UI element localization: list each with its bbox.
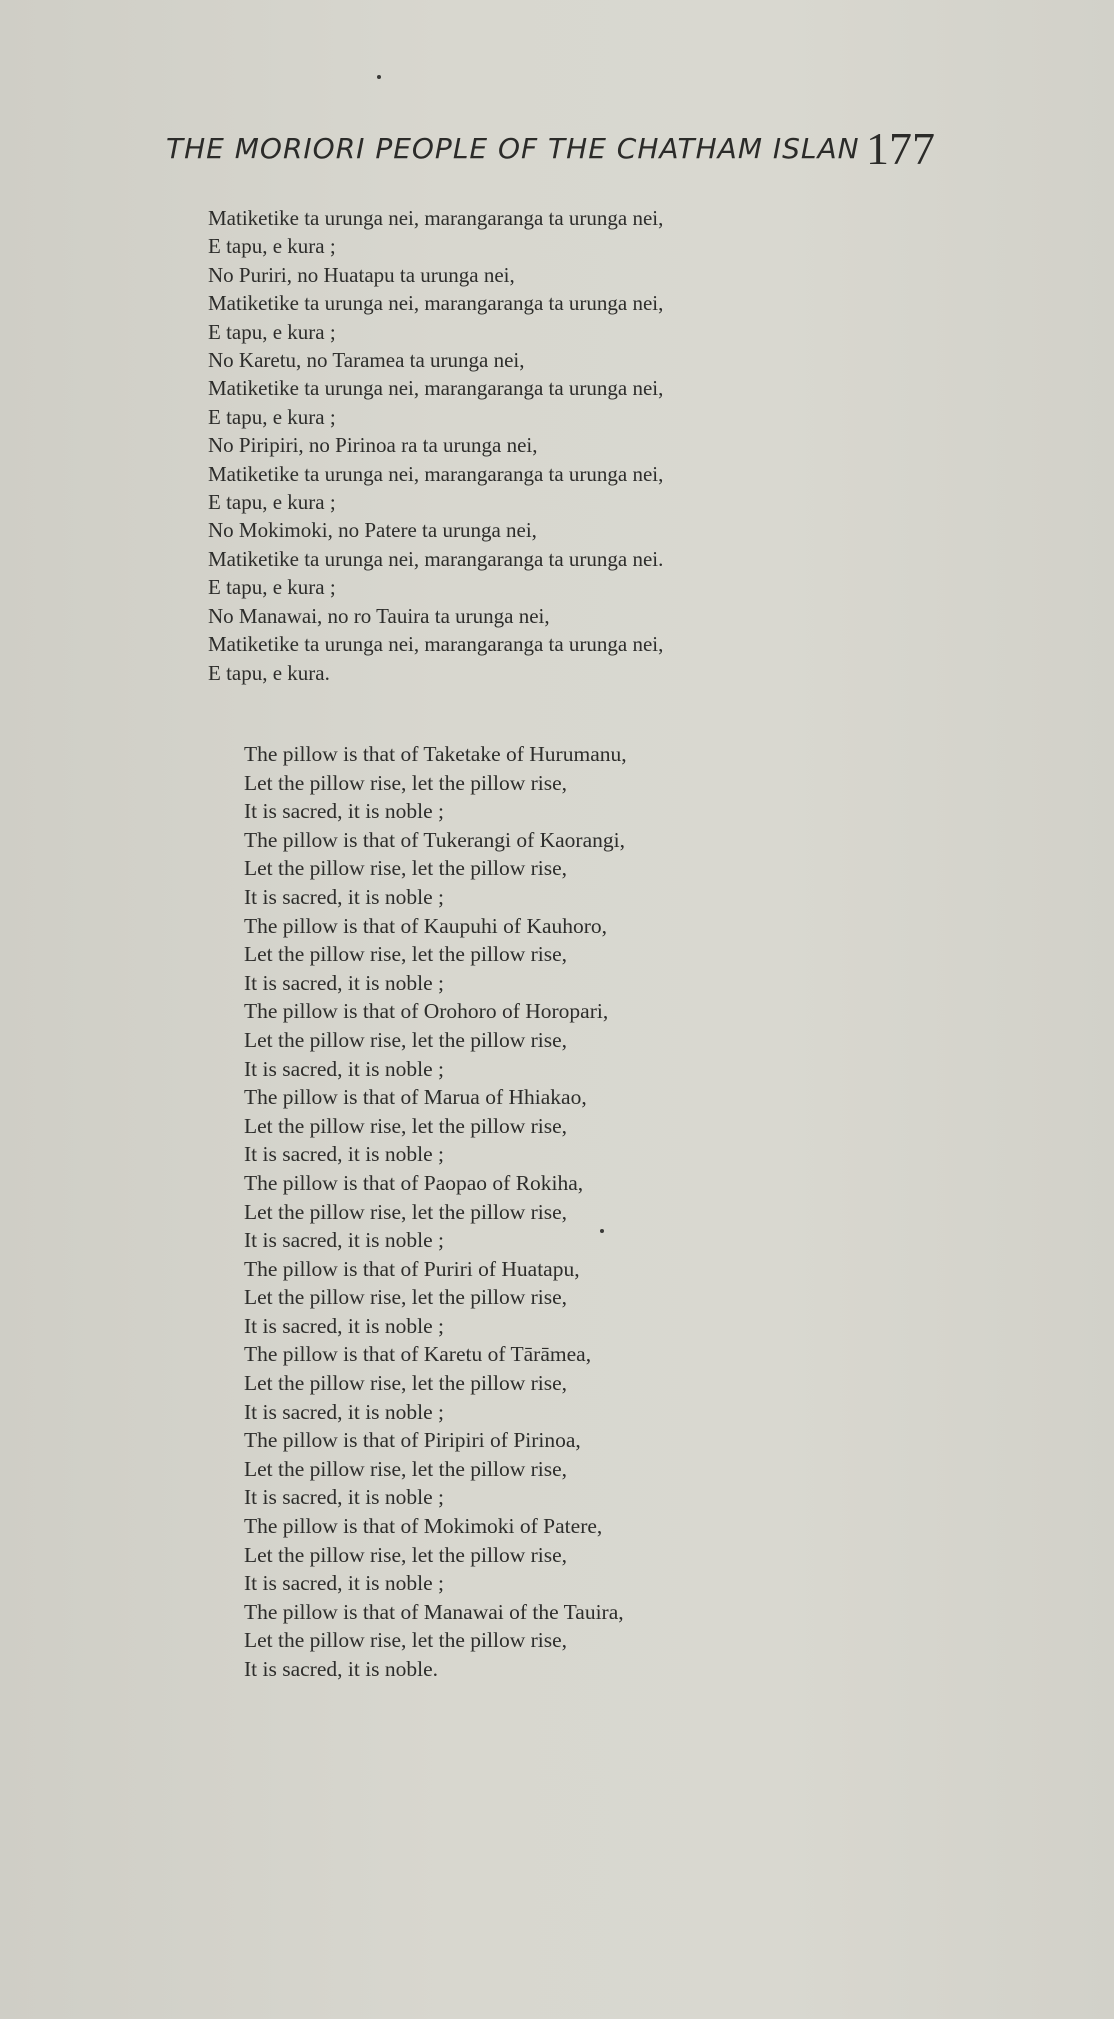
translation-line: Let the pillow rise, let the pillow rise, [244, 1027, 568, 1052]
translation-line: It is sacred, it is noble ; [244, 1142, 445, 1167]
maori-line: No Puriri, no Huatapu ta urunga nei, [208, 262, 515, 287]
maori-line: Matiketike ta urunga nei, marangaranga ta urunga nei, [208, 632, 664, 657]
ink-speck [377, 75, 381, 79]
translation-line: Let the pillow rise, let the pillow rise, [244, 1456, 568, 1481]
translation-line: The pillow is that of Piripiri of Pirinoa, [244, 1428, 581, 1453]
translation-line: It is sacred, it is noble ; [244, 1056, 445, 1081]
maori-line: E tapu, e kura ; [208, 234, 336, 259]
translation-line: The pillow is that of Mokimoki of Patere, [244, 1514, 603, 1539]
translation-line: Let the pillow rise, let the pillow rise, [244, 1542, 568, 1567]
translation-line: The pillow is that of Paopao of Rokiha, [244, 1170, 584, 1195]
maori-line: Matiketike ta urunga nei, marangaranga ta urunga nei, [208, 291, 664, 316]
translation-line: It is sacred, it is noble ; [244, 1485, 445, 1510]
translation-line: The pillow is that of Orohoro of Horopari, [244, 999, 609, 1024]
translation-line: The pillow is that of Marua of Hhiakao, [244, 1085, 587, 1110]
translation-line: It is sacred, it is noble ; [244, 799, 445, 824]
english-translation [244, 740, 627, 1684]
maori-line: E tapu, e kura ; [208, 404, 336, 429]
maori-chant [208, 204, 663, 687]
translation-line: The pillow is that of Kaupuhi of Kauhoro, [244, 913, 608, 938]
translation-line: Let the pillow rise, let the pillow rise, [244, 856, 568, 881]
translation-line: The pillow is that of Puriri of Huatapu, [244, 1256, 580, 1281]
translation-line: Let the pillow rise, let the pillow rise, [244, 1113, 568, 1138]
running-head: THE MORIORI PEOPLE OF THE CHATHAM ISLAN [166, 132, 860, 165]
maori-line: No Karetu, no Taramea ta urunga nei, [208, 348, 525, 373]
maori-line: Matiketike ta urunga nei, marangaranga ta urunga nei, [208, 376, 664, 401]
translation-line: The pillow is that of Manawai of the Tauira, [244, 1599, 624, 1624]
translation-line: The pillow is that of Tukerangi of Kaorangi, [244, 827, 625, 852]
maori-line: No Mokimoki, no Patere ta urunga nei, [208, 518, 537, 543]
translation-line: Let the pillow rise, let the pillow rise, [244, 1371, 568, 1396]
translation-line: Let the pillow rise, let the pillow rise, [244, 1199, 568, 1224]
maori-line: Matiketike ta urunga nei, marangaranga ta urunga nei, [208, 461, 664, 486]
translation-line: It is sacred, it is noble ; [244, 884, 445, 909]
translation-line: It is sacred, it is noble ; [244, 970, 445, 995]
translation-line: The pillow is that of Taketake of Hurumanu, [244, 742, 627, 766]
maori-line: Matiketike ta urunga nei, marangaranga ta urunga nei, [208, 206, 664, 230]
translation-line: It is sacred, it is noble ; [244, 1399, 445, 1424]
maori-line: No Manawai, no ro Tauira ta urunga nei, [208, 603, 550, 628]
maori-line: E tapu, e kura ; [208, 575, 336, 600]
translation-line: It is sacred, it is noble. [244, 1657, 439, 1681]
translation-line: It is sacred, it is noble ; [244, 1571, 445, 1596]
translation-line: Let the pillow rise, let the pillow rise, [244, 770, 568, 795]
maori-line: E tapu, e kura ; [208, 319, 336, 344]
translation-line: Let the pillow rise, let the pillow rise, [244, 1285, 568, 1310]
translation-line: Let the pillow rise, let the pillow rise, [244, 942, 568, 967]
maori-line: No Piripiri, no Pirinoa ra ta urunga nei, [208, 433, 538, 458]
maori-line: E tapu, e kura. [208, 660, 330, 685]
translation-line: It is sacred, it is noble ; [244, 1228, 445, 1253]
maori-line: E tapu, e kura ; [208, 490, 336, 515]
translation-line: It is sacred, it is noble ; [244, 1313, 445, 1338]
translation-line: The pillow is that of Karetu of Tārāmea, [244, 1342, 592, 1367]
page-number: 177 [866, 123, 935, 174]
maori-line: Matiketike ta urunga nei, marangaranga ta urunga nei. [208, 546, 664, 571]
translation-line: Let the pillow rise, let the pillow rise, [244, 1628, 568, 1653]
